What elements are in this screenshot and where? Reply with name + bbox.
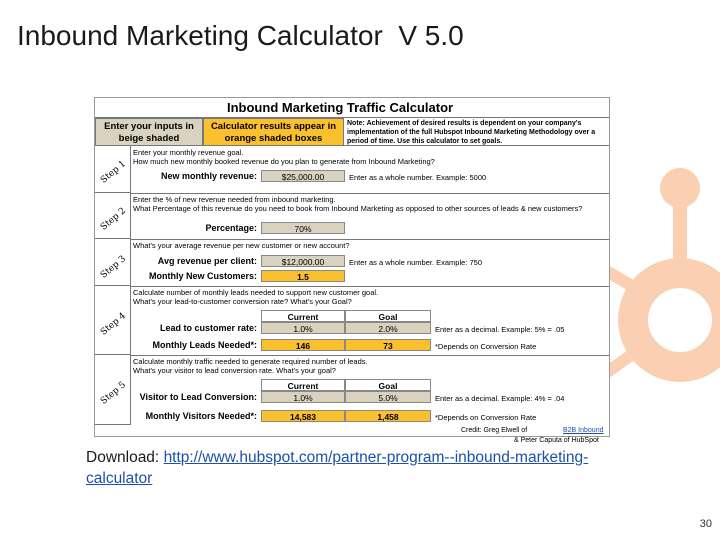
step-5-note: *Depends on Conversion Rate bbox=[435, 413, 537, 422]
step-4-col-goal: Goal bbox=[345, 310, 431, 322]
step-1-marker bbox=[95, 146, 131, 193]
page-number: 30 bbox=[699, 518, 712, 530]
step-5-section bbox=[131, 355, 609, 425]
slide-title: Inbound Marketing Calculator V 5.0 bbox=[17, 20, 464, 51]
step-1-label: Step 1 bbox=[99, 159, 129, 186]
lead-to-customer-current-input[interactable]: 1.0% bbox=[261, 322, 345, 334]
step-5-instruction: Calculate monthly traffic needed to generate required number of leads. bbox=[133, 357, 368, 366]
step-1-question: How much new monthly booked revenue do you plan to generate from Inbound Marketing? bbox=[133, 157, 435, 166]
download-link[interactable]: http://www.hubspot.com/partner-program--inbound-marketing-calculator bbox=[86, 449, 589, 487]
step-4-question: What's your lead-to-customer conversion rate? What's your Goal? bbox=[133, 297, 352, 306]
step-5-question: What's your visitor to lead conversion rate. What's your goal? bbox=[133, 366, 336, 375]
monthly-leads-goal-result: 73 bbox=[345, 339, 431, 351]
credit-text-2: & Peter Caputa of HubSpot bbox=[514, 437, 599, 444]
step-2-instruction: Enter the % of new revenue needed from inbound marketing. bbox=[133, 195, 336, 204]
step-2-section bbox=[131, 193, 609, 239]
step-4-marker bbox=[95, 286, 131, 355]
step-2-question: What Percentage of this revenue do you need to book from Inbound Marketing as opposed to other sources of leads & new customers? bbox=[133, 204, 583, 213]
avg-revenue-label: Avg revenue per client: bbox=[157, 256, 257, 266]
monthly-visitors-current-result: 14,583 bbox=[261, 410, 345, 422]
step-3-marker bbox=[95, 239, 131, 286]
legend-inputs: Enter your inputs in beige shaded bbox=[95, 118, 203, 146]
download-line bbox=[86, 447, 606, 489]
visitor-to-lead-goal-input[interactable]: 5.0% bbox=[345, 391, 431, 403]
step-3-hint: Enter as a whole number. Example: 750 bbox=[349, 258, 482, 267]
step-1-section bbox=[131, 146, 609, 193]
step-2-label: Step 2 bbox=[99, 206, 129, 233]
step-3-instruction: What's your average revenue per new customer or new account? bbox=[133, 241, 350, 250]
step-4-section bbox=[131, 286, 609, 355]
percentage-input[interactable]: 70% bbox=[261, 222, 345, 234]
step-5-col-goal: Goal bbox=[345, 379, 431, 391]
step-5-label: Step 5 bbox=[99, 380, 129, 407]
step-3-section bbox=[131, 239, 609, 286]
lead-to-customer-goal-input[interactable]: 2.0% bbox=[345, 322, 431, 334]
visitor-to-lead-current-input[interactable]: 1.0% bbox=[261, 391, 345, 403]
visitor-to-lead-label: Visitor to Lead Conversion: bbox=[139, 392, 257, 402]
monthly-visitors-needed-label: Monthly Visitors Needed*: bbox=[145, 411, 257, 421]
step-1-instruction: Enter your monthly revenue goal. bbox=[133, 148, 244, 157]
step-4-label: Step 4 bbox=[99, 311, 129, 338]
calculator-spreadsheet bbox=[94, 97, 610, 437]
step-4-note: *Depends on Conversion Rate bbox=[435, 342, 537, 351]
step-3-label: Step 3 bbox=[99, 254, 129, 281]
step-4-instruction: Calculate number of monthly leads needed to support new customer goal. bbox=[133, 288, 379, 297]
step-1-hint: Enter as a whole number. Example: 5000 bbox=[349, 173, 487, 182]
download-label: Download: bbox=[86, 449, 160, 466]
calculator-note: Note: Achievement of desired results is dependent on your company's implementation of the full Hubspot Inbound Marketing Methodology over a period of time. Use this calculator to set goals. bbox=[344, 118, 610, 146]
new-monthly-revenue-input[interactable]: $25,000.00 bbox=[261, 170, 345, 182]
lead-to-customer-rate-label: Lead to customer rate: bbox=[159, 323, 257, 333]
legend-results: Calculator results appear in orange shaded boxes bbox=[203, 118, 344, 146]
step-4-hint: Enter as a decimal. Example: 5% = .05 bbox=[435, 325, 565, 334]
credit-text: Credit: Greg Elwell of bbox=[461, 427, 528, 434]
new-monthly-revenue-label: New monthly revenue: bbox=[160, 171, 257, 181]
credit-link[interactable]: B2B Inbound bbox=[563, 427, 604, 434]
monthly-leads-needed-label: Monthly Leads Needed*: bbox=[152, 340, 257, 350]
percentage-label: Percentage: bbox=[205, 223, 257, 233]
calculator-title: Inbound Marketing Traffic Calculator bbox=[95, 98, 609, 118]
step-5-marker bbox=[95, 355, 131, 425]
step-5-hint: Enter as a decimal. Example: 4% = .04 bbox=[435, 394, 565, 403]
avg-revenue-input[interactable]: $12,000.00 bbox=[261, 255, 345, 267]
monthly-visitors-goal-result: 1,458 bbox=[345, 410, 431, 422]
monthly-new-customers-label: Monthly New Customers: bbox=[148, 271, 257, 281]
step-5-col-current: Current bbox=[261, 379, 345, 391]
monthly-new-customers-result: 1.5 bbox=[261, 270, 345, 282]
step-4-col-current: Current bbox=[261, 310, 345, 322]
monthly-leads-current-result: 146 bbox=[261, 339, 345, 351]
step-2-marker bbox=[95, 193, 131, 239]
